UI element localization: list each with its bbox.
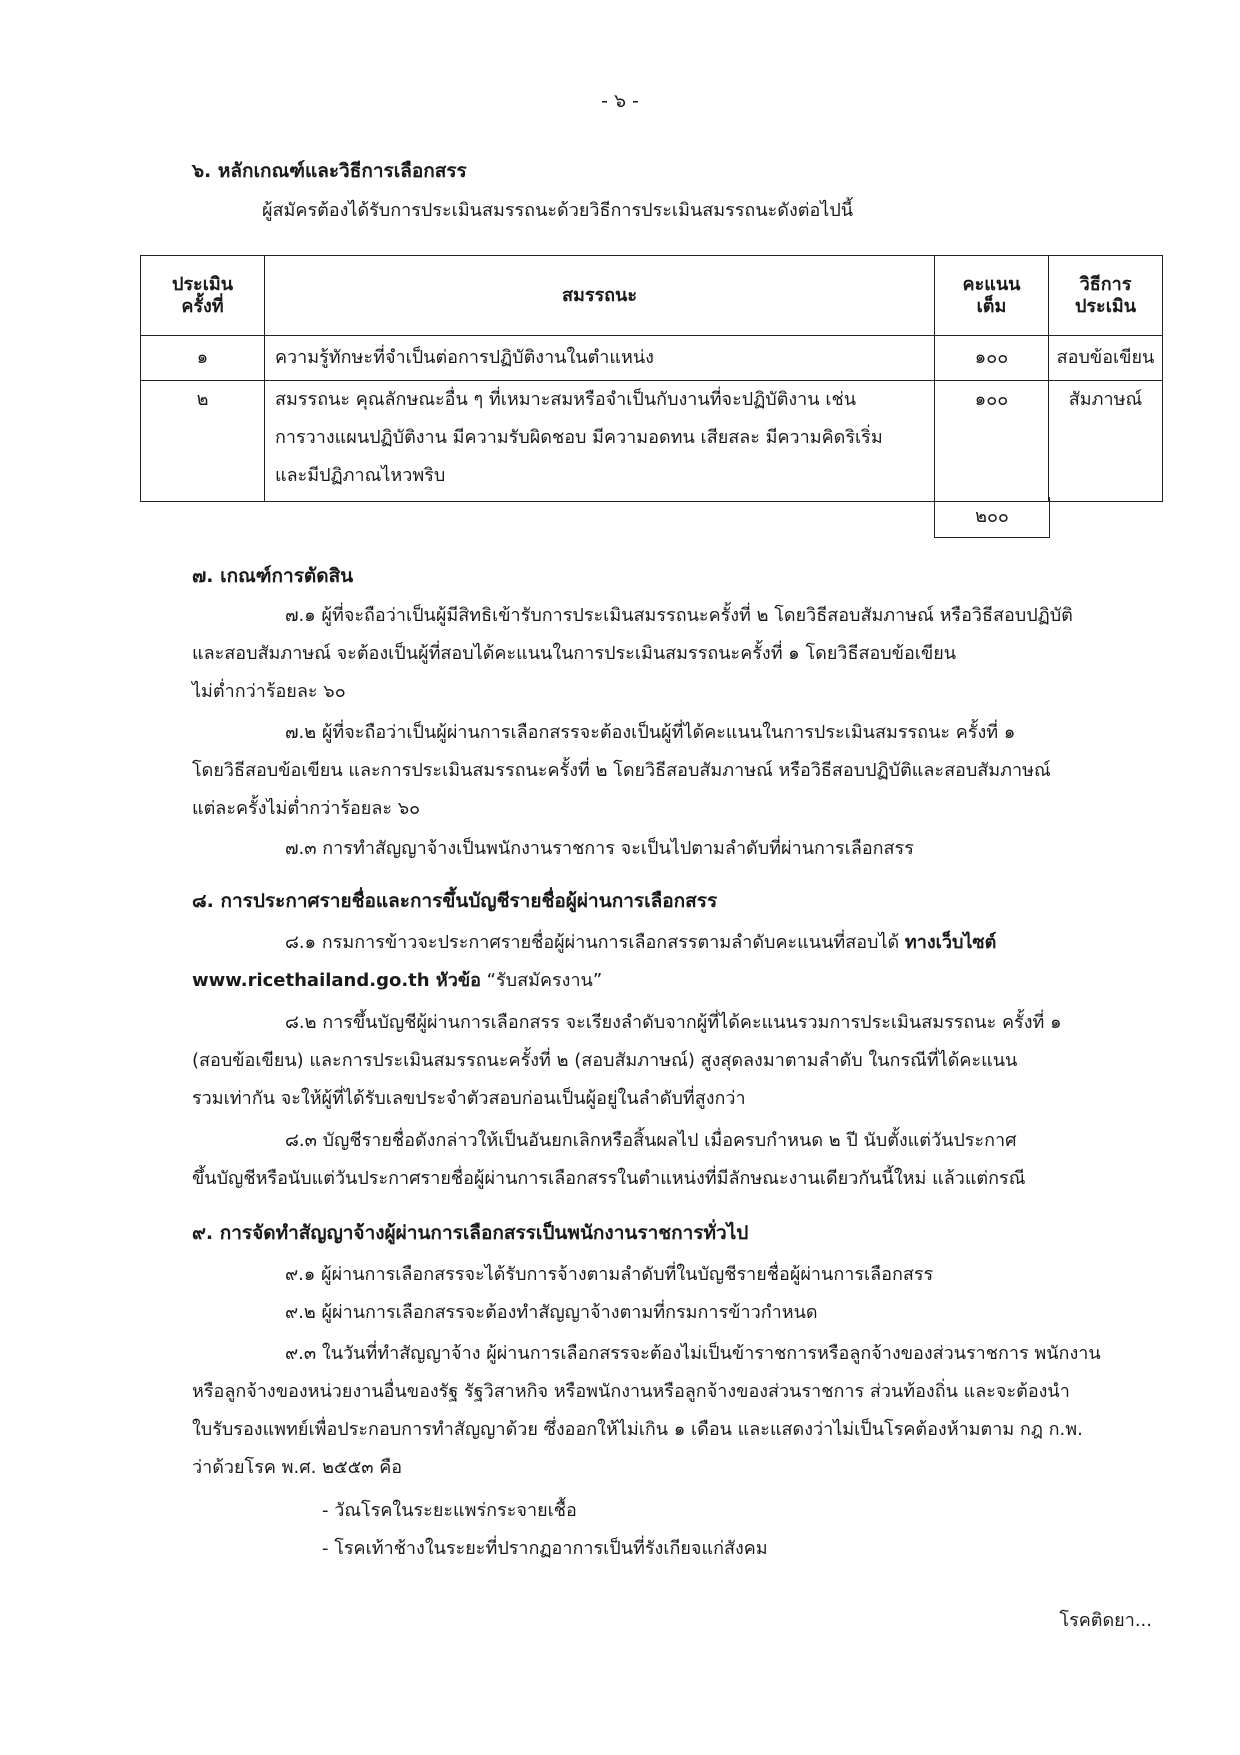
- list-item: - โรคเท้าช้างในระยะที่ปรากฏอาการเป็นที่รังเกียจแก่สังคม: [322, 1538, 768, 1559]
- table-total: ๒๐๐: [934, 497, 1050, 538]
- para-7-2-line2: โดยวิธีสอบข้อเขียน และการประเมินสมรรถนะครั้งที่ ๒ โดยวิธีสอบสัมภาษณ์ หรือวิธีสอบปฏิบัติและสอบสัมภาษณ์: [192, 760, 1051, 781]
- row-2-round: ๒: [141, 381, 265, 502]
- para-8-2-line3: รวมเท่ากัน จะให้ผู้ที่ได้รับเลขประจำตัวสอบก่อนเป็นผู้อยู่ในลำดับที่สูงกว่า: [192, 1088, 746, 1109]
- para-9-3-line2: หรือลูกจ้างของหน่วยงานอื่นของรัฐ รัฐวิสาหกิจ หรือพนักงานหรือลูกจ้างของส่วนราชการ ส่วนท้องถิ่น และจะต้องนำ: [192, 1381, 1070, 1402]
- para-7-2-line3: แต่ละครั้งไม่ต่ำกว่าร้อยละ ๖๐: [192, 798, 421, 819]
- row-1-method: สอบข้อเขียน: [1049, 336, 1163, 381]
- section-8-heading: ๘. การประกาศรายชื่อและการขึ้นบัญชีรายชื่อผู้ผ่านการเลือกสรร: [192, 890, 718, 912]
- para-7-1-line2: และสอบสัมภาษณ์ จะต้องเป็นผู้ที่สอบได้คะแนนในการประเมินสมรรถนะครั้งที่ ๑ โดยวิธีสอบข้อเขียน: [192, 643, 957, 664]
- table-row: [141, 381, 1163, 502]
- section-9-heading: ๙. การจัดทำสัญญาจ้างผู้ผ่านการเลือกสรรเป็นพนักงานราชการทั่วไป: [192, 1222, 749, 1244]
- row-2-score: ๑๐๐: [935, 381, 1049, 502]
- section-7-heading: ๗. เกณฑ์การตัดสิน: [192, 565, 354, 587]
- list-item: - วัณโรคในระยะแพร่กระจายเชื้อ: [322, 1500, 577, 1521]
- table-row: [141, 336, 1163, 381]
- header-round: ประเมิน ครั้งที่: [141, 256, 265, 336]
- para-8-1-line2: www.ricethailand.go.th หัวข้อ “รับสมัครงาน”: [192, 970, 603, 991]
- para-8-1-line1: ๘.๑ กรมการข้าวจะประกาศรายชื่อผู้ผ่านการเลือกสรรตามลำดับคะแนนที่สอบได้ ทางเว็บไซต์: [285, 932, 997, 953]
- row-1-round: ๑: [141, 336, 265, 381]
- para-8-3-line2: ขึ้นบัญชีหรือนับแต่วันประกาศรายชื่อผู้ผ่านการเลือกสรรในตำแหน่งที่มีลักษณะงานเดียวกันนี้ใหม่ แล้วแต่กรณี: [192, 1168, 1026, 1189]
- section-6-intro: ผู้สมัครต้องได้รับการประเมินสมรรถนะด้วยวิธีการประเมินสมรรถนะดังต่อไปนี้: [262, 200, 854, 221]
- row-2-method: สัมภาษณ์: [1049, 381, 1163, 502]
- website-link: www.ricethailand.go.th หัวข้อ: [192, 970, 481, 991]
- table-header-row: [141, 256, 1163, 336]
- para-8-3-line1: ๘.๓ บัญชีรายชื่อดังกล่าวให้เป็นอันยกเลิกหรือสิ้นผลไป เมื่อครบกำหนด ๒ ปี นับตั้งแต่วันประกาศ: [285, 1130, 1017, 1151]
- para-7-1-line3: ไม่ต่ำกว่าร้อยละ ๖๐: [192, 681, 346, 702]
- page-number: - ๖ -: [601, 90, 639, 112]
- para-9-3-line1: ๙.๓ ในวันที่ทำสัญญาจ้าง ผู้ผ่านการเลือกสรรจะต้องไม่เป็นข้าราชการหรือลูกจ้างของส่วนราชการ พนักงาน: [285, 1343, 1101, 1364]
- competency-table: [140, 255, 1163, 502]
- para-8-2-line2: (สอบข้อเขียน) และการประเมินสมรรถนะครั้งที่ ๒ (สอบสัมภาษณ์) สูงสุดลงมาตามลำดับ ในกรณีที่ได้คะแนน: [192, 1050, 1018, 1071]
- row-2-competency: สมรรถนะ คุณลักษณะอื่น ๆ ที่เหมาะสมหรือจำเป็นกับงานที่จะปฏิบัติงาน เช่น การวางแผนปฏิบัติงาน มีความรับผิดชอบ มีความอดทน เสียสละ มีความคิดริเริ่ม และมีปฏิภาณไหวพริบ: [265, 381, 935, 502]
- para-7-2-line1: ๗.๒ ผู้ที่จะถือว่าเป็นผู้ผ่านการเลือกสรรจะต้องเป็นผู้ที่ได้คะแนนในการประเมินสมรรถนะ ครั้งที่ ๑: [285, 722, 1016, 743]
- para-9-1: ๙.๑ ผู้ผ่านการเลือกสรรจะได้รับการจ้างตามลำดับที่ในบัญชีรายชื่อผู้ผ่านการเลือกสรร: [285, 1264, 934, 1285]
- para-8-2-line1: ๘.๒ การขึ้นบัญชีผู้ผ่านการเลือกสรร จะเรียงลำดับจากผู้ที่ได้คะแนนรวมการประเมินสมรรถนะ ครั้งที่ ๑: [285, 1012, 1062, 1033]
- continuation-marker: โรคติดยา...: [1059, 1610, 1152, 1631]
- para-9-2: ๙.๒ ผู้ผ่านการเลือกสรรจะต้องทำสัญญาจ้างตามที่กรมการข้าวกำหนด: [285, 1302, 818, 1323]
- row-1-score: ๑๐๐: [935, 336, 1049, 381]
- row-1-competency: ความรู้ทักษะที่จำเป็นต่อการปฏิบัติงานในตำแหน่ง: [265, 336, 935, 381]
- header-method: วิธีการ ประเมิน: [1049, 256, 1163, 336]
- para-9-3-line4: ว่าด้วยโรค พ.ศ. ๒๕๕๓ คือ: [192, 1457, 403, 1478]
- header-competency: สมรรถนะ: [265, 256, 935, 336]
- header-score: คะแนน เต็ม: [935, 256, 1049, 336]
- para-7-1-line1: ๗.๑ ผู้ที่จะถือว่าเป็นผู้มีสิทธิเข้ารับการประเมินสมรรถนะครั้งที่ ๒ โดยวิธีสอบสัมภาษณ์ หรือวิธีสอบปฏิบัติ: [285, 605, 1073, 626]
- para-9-3-line3: ใบรับรองแพทย์เพื่อประกอบการทำสัญญาด้วย ซึ่งออกให้ไม่เกิน ๑ เดือน และแสดงว่าไม่เป็นโรคต้องห้ามตาม กฎ ก.พ.: [192, 1419, 1083, 1440]
- section-6-heading: ๖. หลักเกณฑ์และวิธีการเลือกสรร: [192, 160, 467, 182]
- para-7-3: ๗.๓ การทำสัญญาจ้างเป็นพนักงานราชการ จะเป็นไปตามลำดับที่ผ่านการเลือกสรร: [285, 838, 914, 859]
